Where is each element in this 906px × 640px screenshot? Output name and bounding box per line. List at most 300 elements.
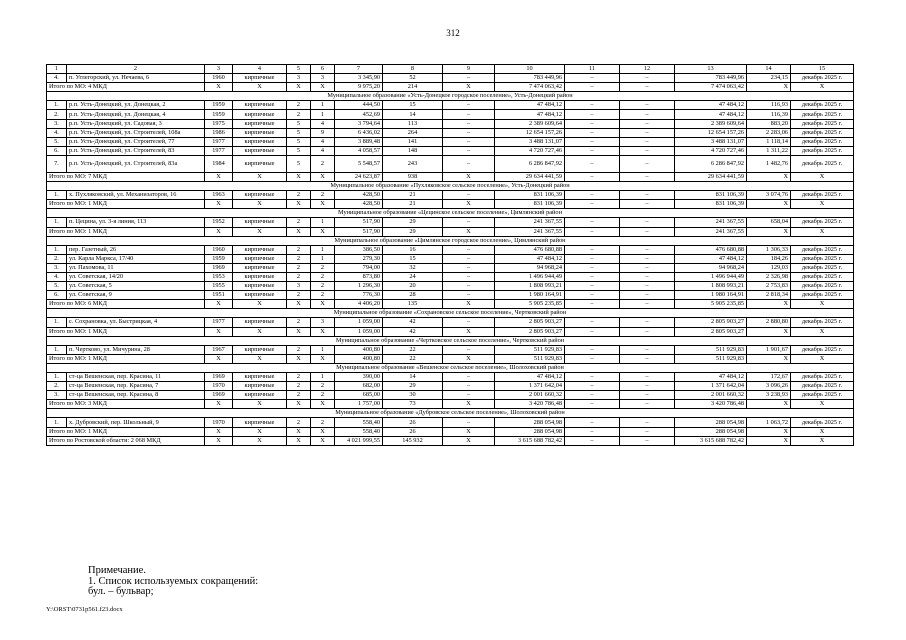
table-cell: 47 484,12 [495,110,565,119]
building-row [47,418,854,427]
building-address: п. Чертково, ул. Мичурина, 28 [67,345,205,354]
table-cell: 288 054,98 [495,418,565,427]
table-cell: 2 [287,373,311,382]
subtotal-cell: X [443,172,495,181]
subtotal-cell: X [443,427,495,436]
municipality-name: Муниципальное образование «Усть-Донецкое городское поселение», Усть-Донецкий район [47,92,854,101]
table-cell: 5. [47,137,67,146]
subtotal-row [47,400,854,409]
table-cell: 794,00 [335,263,383,272]
subtotal-cell: X [233,172,287,181]
table-cell: – [443,137,495,146]
subtotal-cell: X [747,300,791,309]
building-row [47,282,854,291]
table-cell: 2 [311,291,335,300]
subtotal-cell: X [311,300,335,309]
table-cell: 29 [383,218,443,227]
table-cell: 5 [287,146,311,155]
subtotal-cell: X [311,427,335,436]
subtotal-cell: 938 [383,172,443,181]
table-cell: 12 654 157,26 [495,128,565,137]
table-cell: – [443,272,495,281]
table-cell: – [443,218,495,227]
subtotal-cell: – [565,400,620,409]
table-cell: 1984 [205,155,233,172]
table-cell: кирпичные [233,146,287,155]
subtotal-cell: – [620,300,675,309]
subtotal-cell: – [565,300,620,309]
subtotal-cell: X [747,227,791,236]
building-row [47,345,854,354]
subtotal-cell: X [233,227,287,236]
table-cell: 1 496 944,49 [675,272,747,281]
subtotal-cell: X [747,200,791,209]
table-cell: 1. [47,101,67,110]
subtotal-cell: X [791,227,854,236]
table-cell: – [620,272,675,281]
table-cell: декабрь 2025 г. [791,119,854,128]
table-cell: 20 [383,282,443,291]
table-cell: 831 106,39 [675,191,747,200]
table-cell: декабрь 2025 г. [791,137,854,146]
subtotal-row [47,227,854,236]
subtotal-cell: 4 406,20 [335,300,383,309]
table-cell: – [565,382,620,391]
table-cell: 30 [383,391,443,400]
building-row [47,391,854,400]
table-cell: 116,39 [747,110,791,119]
table-cell: 4. [47,74,67,83]
subtotal-cell: X [791,200,854,209]
table-cell: 47 484,12 [495,254,565,263]
table-cell: 5 548,57 [335,155,383,172]
table-cell: – [443,146,495,155]
table-cell: 1 063,72 [747,418,791,427]
subtotal-cell: X [747,436,791,445]
table-cell: – [565,110,620,119]
table-cell: 2 [287,191,311,200]
building-address: р.п. Усть-Донецкий, ул. Строителей, 83а [67,155,205,172]
table-cell: – [620,110,675,119]
subtotal-row [47,172,854,181]
table-cell: 3 345,90 [335,74,383,83]
table-cell: 5 [287,119,311,128]
table-cell: 2 818,34 [747,291,791,300]
building-row [47,245,854,254]
subtotal-cell: – [565,83,620,92]
subtotal-row [47,427,854,436]
table-cell: – [565,418,620,427]
table-cell: 241 367,55 [495,218,565,227]
subtotal-cell: X [747,427,791,436]
subtotal-cell: X [233,300,287,309]
table-cell: кирпичные [233,345,287,354]
table-cell: кирпичные [233,373,287,382]
table-cell: 184,26 [747,254,791,263]
table-cell: 783 449,96 [495,74,565,83]
table-cell: 476 680,88 [675,245,747,254]
subtotal-cell: – [620,83,675,92]
subtotal-cell: X [287,172,311,181]
subtotal-cell: 241 367,55 [675,227,747,236]
table-cell: 2 [311,272,335,281]
table-cell: 1. [47,318,67,327]
table-cell: 2 [311,191,335,200]
building-row [47,74,854,83]
subtotal-cell: X [791,427,854,436]
table-cell: 2 805 903,27 [675,318,747,327]
building-address: ст-ца Вешенская, пер. Красина, 7 [67,382,205,391]
table-cell: 1 808 993,21 [495,282,565,291]
building-address: ст-ца Вешенская, пер. Красина, 8 [67,391,205,400]
table-cell: декабрь 2025 г. [791,282,854,291]
table-cell: декабрь 2025 г. [791,155,854,172]
table-cell: – [620,101,675,110]
table-cell: 2 [287,218,311,227]
table-cell: 390,00 [335,373,383,382]
subtotal-cell: X [791,436,854,445]
subtotal-cell: X [311,83,335,92]
table-cell: кирпичные [233,155,287,172]
table-cell: – [443,119,495,128]
table-cell: кирпичные [233,382,287,391]
table-cell: 1 482,76 [747,155,791,172]
table-cell: 1 980 164,91 [675,291,747,300]
column-number-header: 2 [67,65,205,74]
table-cell: 2 [287,263,311,272]
table-cell: – [443,382,495,391]
building-address: ул. Советская, 5 [67,282,205,291]
subtotal-cell: X [443,83,495,92]
building-row [47,218,854,227]
subtotal-cell: X [311,200,335,209]
building-row [47,110,854,119]
subtotal-cell: X [791,400,854,409]
table-cell: 3 [287,74,311,83]
table-cell: 1. [47,245,67,254]
subtotal-cell: X [205,354,233,363]
subtotal-cell: 3 615 688 782,42 [675,436,747,445]
subtotal-cell: – [565,427,620,436]
table-cell: – [565,74,620,83]
subtotal-label: Итого по МО: 1 МКД [47,427,205,436]
subtotal-cell: X [287,327,311,336]
building-address: ст-ца Вешенская, пер. Красина, 11 [67,373,205,382]
notes-title: Примечание. [88,565,146,576]
table-cell: 4 720 727,46 [495,146,565,155]
subtotal-cell: 29 634 441,59 [495,172,565,181]
subtotal-cell: 288 054,98 [675,427,747,436]
table-cell: кирпичные [233,119,287,128]
table-cell: – [565,146,620,155]
table-cell: 2. [47,382,67,391]
table-cell: – [620,155,675,172]
subtotal-cell: 831 106,39 [675,200,747,209]
column-number-header: 4 [233,65,287,74]
table-cell: 6. [47,291,67,300]
table-cell: 1953 [205,272,233,281]
table-cell: 2 [287,291,311,300]
table-cell: 1955 [205,282,233,291]
table-cell: – [620,382,675,391]
table-cell: 4 [311,146,335,155]
table-cell: – [565,191,620,200]
table-cell: 2 [311,382,335,391]
municipality-section-row [47,409,854,418]
subtotal-cell: 288 054,98 [495,427,565,436]
table-cell: 1 808 993,21 [675,282,747,291]
table-cell: 5 [287,128,311,137]
table-cell: 28 [383,291,443,300]
table-cell: 1. [47,373,67,382]
table-cell: – [620,74,675,83]
table-cell: 1 496 944,49 [495,272,565,281]
subtotal-cell: X [311,354,335,363]
subtotal-row [47,83,854,92]
subtotal-cell: – [620,172,675,181]
table-cell: 1. [47,218,67,227]
table-cell: 2 [287,382,311,391]
building-address: р.п. Усть-Донецкий, ул. Строителей, 83 [67,146,205,155]
table-cell: 52 [383,74,443,83]
municipality-section-row [47,363,854,372]
subtotal-cell: X [443,327,495,336]
table-cell: – [443,74,495,83]
table-cell: 1 [311,218,335,227]
table-cell: 685,00 [335,391,383,400]
table-cell: 94 968,24 [495,263,565,272]
building-address: р.п. Усть-Донецкий, ул. Донецкая, 4 [67,110,205,119]
table-cell: 4. [47,272,67,281]
table-cell: – [443,291,495,300]
table-cell: – [565,119,620,128]
subtotal-cell: 3 615 688 782,42 [495,436,565,445]
table-cell: 476 680,88 [495,245,565,254]
table-cell: 1 311,22 [747,146,791,155]
subtotal-cell: X [791,354,854,363]
table-cell: – [565,291,620,300]
building-row [47,137,854,146]
table-cell: 2 [287,418,311,427]
table-cell: 2. [47,110,67,119]
subtotal-cell: X [233,436,287,445]
table-cell: декабрь 2025 г. [791,110,854,119]
subtotal-cell: – [620,327,675,336]
subtotal-cell: 5 905 235,85 [675,300,747,309]
subtotal-cell: 73 [383,400,443,409]
table-cell: 1 [311,373,335,382]
subtotal-cell: 517,90 [335,227,383,236]
table-cell: 2 [287,345,311,354]
table-cell: 1960 [205,74,233,83]
subtotal-cell: X [287,300,311,309]
subtotal-cell: X [747,172,791,181]
table-cell: 116,93 [747,101,791,110]
subtotal-cell: X [205,200,233,209]
column-number-header: 7 [335,65,383,74]
table-cell: 94 968,24 [675,263,747,272]
table-cell: 1959 [205,101,233,110]
table-cell: 47 484,12 [675,254,747,263]
subtotal-cell: – [620,436,675,445]
table-cell: – [565,391,620,400]
table-cell: кирпичные [233,272,287,281]
municipality-section-row [47,182,854,191]
subtotal-row [47,354,854,363]
building-address: ул. Пахомова, 11 [67,263,205,272]
table-cell: декабрь 2025 г. [791,382,854,391]
table-cell: 1977 [205,137,233,146]
table-cell: 2 [287,272,311,281]
table-cell: 1959 [205,254,233,263]
table-cell: декабрь 2025 г. [791,245,854,254]
table-cell: 7. [47,155,67,172]
table-cell: – [565,245,620,254]
table-cell: – [443,373,495,382]
column-number-header: 5 [287,65,311,74]
table-cell: 1975 [205,119,233,128]
subtotal-cell: 3 420 786,48 [495,400,565,409]
table-cell: 1 [311,345,335,354]
table-cell: 5 [287,137,311,146]
subtotal-cell: X [311,227,335,236]
notes-abbreviation-item: бул. – бульвар; [88,586,154,597]
table-cell: – [565,128,620,137]
table-cell: 5 [287,155,311,172]
table-cell: 1 [311,245,335,254]
building-row [47,272,854,281]
subtotal-cell: – [565,200,620,209]
table-cell: 2 389 609,64 [675,119,747,128]
table-cell: 1 371 642,04 [675,382,747,391]
table-cell: 1. [47,418,67,427]
table-cell: – [620,218,675,227]
subtotal-cell: X [443,400,495,409]
table-cell: 1 [311,101,335,110]
subtotal-label: Итого по МО: 7 МКД [47,172,205,181]
table-cell: – [565,101,620,110]
table-cell: 1969 [205,391,233,400]
subtotal-cell: X [287,436,311,445]
table-cell: – [443,282,495,291]
municipality-name: Муниципальное образование «Чертковское сельское поселение», Чертковский район [47,336,854,345]
table-cell: 4 720 727,46 [675,146,747,155]
building-address: п. Цецина, ул. 3-я линия, 113 [67,218,205,227]
table-cell: 15 [383,101,443,110]
table-cell: – [620,345,675,354]
subtotal-cell: X [443,227,495,236]
housing-repair-table [46,64,854,446]
building-address: с. Сохрановка, ул. Быстрицкая, 4 [67,318,205,327]
table-cell: 22 [383,345,443,354]
table-cell: – [620,263,675,272]
table-cell: 264 [383,128,443,137]
table-cell: 1952 [205,218,233,227]
table-cell: кирпичные [233,128,287,137]
table-cell: 2 [287,110,311,119]
table-cell: 1 371 642,04 [495,382,565,391]
subtotal-cell: 135 [383,300,443,309]
municipality-name: Муниципальное образование «Цимлянское городское поселение», Цимлянский район [47,236,854,245]
column-number-header: 3 [205,65,233,74]
subtotal-cell: 428,50 [335,200,383,209]
table-cell: 2 [287,101,311,110]
subtotal-cell: X [205,400,233,409]
table-cell: 2 [311,282,335,291]
table-cell: кирпичные [233,137,287,146]
table-cell: – [565,318,620,327]
notes-abbreviations-heading: 1. Список используемых сокращений: [88,575,259,587]
table-cell: – [565,155,620,172]
subtotal-cell: – [620,227,675,236]
table-cell: 2 [287,391,311,400]
subtotal-cell: 2 805 903,27 [675,327,747,336]
municipality-name: Муниципальное образование «Сохрановское сельское поселение», Чертковский район [47,309,854,318]
table-cell: 1 059,00 [335,318,383,327]
subtotal-cell: X [287,83,311,92]
table-cell: 2 805 903,27 [495,318,565,327]
table-cell: 400,80 [335,345,383,354]
table-cell: 1 [311,254,335,263]
table-cell: 29 [383,382,443,391]
column-number-header: 11 [565,65,620,74]
table-cell: 2 283,06 [747,128,791,137]
table-cell: 1963 [205,191,233,200]
table-cell: кирпичные [233,191,287,200]
table-cell: 3. [47,119,67,128]
table-cell: декабрь 2025 г. [791,191,854,200]
table-cell: – [620,373,675,382]
subtotal-cell: X [287,227,311,236]
table-cell: 4. [47,128,67,137]
subtotal-cell: – [620,354,675,363]
table-cell: 3 488 131,07 [675,137,747,146]
subtotal-cell: 400,80 [335,354,383,363]
table-cell: 1977 [205,146,233,155]
table-cell: 2 [311,263,335,272]
municipality-section-row [47,92,854,101]
table-cell: 2 880,80 [747,318,791,327]
subtotal-cell: 7 474 063,42 [495,83,565,92]
table-cell: 129,03 [747,263,791,272]
table-cell: – [443,418,495,427]
subtotal-label: Итого по МО: 6 МКД [47,300,205,309]
table-cell: 658,04 [747,218,791,227]
table-cell: 3 [311,318,335,327]
subtotal-cell: X [287,200,311,209]
table-cell: – [620,282,675,291]
table-cell: кирпичные [233,282,287,291]
table-cell: 558,40 [335,418,383,427]
subtotal-cell: X [287,400,311,409]
table-cell: – [620,245,675,254]
subtotal-cell: X [233,83,287,92]
table-cell: – [565,345,620,354]
table-cell: 2 753,83 [747,282,791,291]
municipality-name: Муниципальное образование «Вешенское сельское поселение», Шолоховский район [47,363,854,372]
table-cell: декабрь 2025 г. [791,291,854,300]
subtotal-label: Итого по МО: 1 МКД [47,200,205,209]
subtotal-cell: X [747,83,791,92]
table-cell: 511 929,83 [675,345,747,354]
subtotal-cell: X [205,172,233,181]
table-cell: 2 001 660,32 [675,391,747,400]
subtotal-cell: 7 474 063,42 [675,83,747,92]
table-cell: 14 [383,110,443,119]
table-cell: 511 929,83 [495,345,565,354]
column-number-header: 13 [675,65,747,74]
table-cell: 4 [311,119,335,128]
